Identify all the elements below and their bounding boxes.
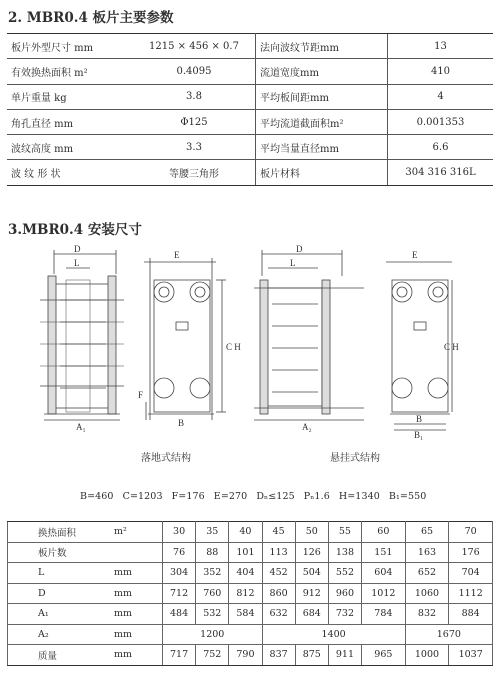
param-value: 13 bbox=[388, 34, 494, 59]
spec-cell: 632 bbox=[262, 604, 295, 625]
installation-diagram bbox=[40, 244, 460, 450]
spec-row bbox=[8, 583, 493, 604]
spec-cell: 1060 bbox=[405, 583, 449, 604]
spec-row bbox=[8, 542, 493, 563]
param-label: 单片重量 kg bbox=[7, 84, 133, 109]
spec-row-label: A₁ bbox=[8, 604, 99, 625]
spec-cell: 712 bbox=[163, 583, 196, 604]
spec-cell: 452 bbox=[262, 563, 295, 584]
spec-row-label: 换热面积 bbox=[8, 522, 99, 543]
install-param: C=1203 bbox=[122, 491, 163, 502]
spec-cell: 732 bbox=[328, 604, 361, 625]
spec-cell: 684 bbox=[295, 604, 328, 625]
dim-E-left: E bbox=[174, 250, 180, 260]
param-label: 有效换热面积 m² bbox=[7, 59, 133, 84]
param-row bbox=[7, 135, 493, 160]
spec-cell: 1112 bbox=[449, 583, 493, 604]
spec-row bbox=[8, 563, 493, 584]
spec-cell: 965 bbox=[362, 645, 406, 666]
dim-CH-left: C H bbox=[226, 342, 241, 352]
spec-cell: 1012 bbox=[362, 583, 406, 604]
spec-cell: 1400 bbox=[262, 624, 405, 645]
spec-cell: 151 bbox=[362, 542, 406, 563]
spec-cell: 65 bbox=[405, 522, 449, 543]
param-label: 法向波纹节距mm bbox=[256, 34, 388, 59]
spec-row-unit: mm bbox=[98, 563, 163, 584]
spec-row bbox=[8, 624, 493, 645]
param-label: 波纹高度 mm bbox=[7, 135, 133, 160]
spec-cell: 352 bbox=[196, 563, 229, 584]
spec-cell: 912 bbox=[295, 583, 328, 604]
spec-cell: 30 bbox=[163, 522, 196, 543]
dim-A2: A₂ bbox=[302, 422, 312, 432]
spec-cell: 875 bbox=[295, 645, 328, 666]
spec-cell: 532 bbox=[196, 604, 229, 625]
spec-row-label: A₂ bbox=[8, 624, 99, 645]
spec-cell: 138 bbox=[328, 542, 361, 563]
spec-cell: 1000 bbox=[405, 645, 449, 666]
param-label: 板片外型尺寸 mm bbox=[7, 34, 133, 59]
spec-row bbox=[8, 604, 493, 625]
install-param: Dₙ≤125 bbox=[256, 491, 295, 502]
param-value: 3.3 bbox=[133, 135, 256, 160]
spec-row-unit: mm bbox=[98, 604, 163, 625]
install-param: B₁=550 bbox=[388, 491, 427, 502]
spec-cell: 40 bbox=[229, 522, 262, 543]
caption-floor-type: 落地式结构 bbox=[141, 453, 191, 464]
spec-cell: 304 bbox=[163, 563, 196, 584]
spec-row-unit: mm bbox=[98, 645, 163, 666]
spec-cell: 101 bbox=[229, 542, 262, 563]
spec-row-label: 质量 bbox=[8, 645, 99, 666]
install-param: Pₙ1.6 bbox=[303, 491, 330, 502]
param-label: 板片材料 bbox=[256, 160, 388, 185]
dim-F: F bbox=[138, 390, 144, 400]
install-param: B=460 bbox=[80, 491, 114, 502]
dim-CH-right: C H bbox=[444, 342, 459, 352]
install-params bbox=[80, 491, 490, 502]
spec-cell: 911 bbox=[328, 645, 361, 666]
spec-cell: 1670 bbox=[405, 624, 492, 645]
dim-B-left: B bbox=[178, 418, 185, 428]
spec-cell: 163 bbox=[405, 542, 449, 563]
dim-B1: B₁ bbox=[414, 430, 424, 440]
spec-cell: 717 bbox=[163, 645, 196, 666]
spec-row-label: 板片数 bbox=[8, 542, 99, 563]
dim-D-left: D bbox=[74, 244, 81, 254]
install-param: H=1340 bbox=[338, 491, 380, 502]
param-value: 6.6 bbox=[388, 135, 494, 160]
section3-title: 3.MBR0.4 安装尺寸 bbox=[8, 222, 142, 238]
spec-cell: 584 bbox=[229, 604, 262, 625]
spec-cell: 176 bbox=[449, 542, 493, 563]
spec-cell: 76 bbox=[163, 542, 196, 563]
param-label: 平均流道截面积m² bbox=[256, 109, 388, 134]
param-row bbox=[7, 84, 493, 109]
spec-cell: 55 bbox=[328, 522, 361, 543]
spec-row-label: D bbox=[8, 583, 99, 604]
spec-cell: 1037 bbox=[449, 645, 493, 666]
param-value: 4 bbox=[388, 84, 494, 109]
caption-hanging-type: 悬挂式结构 bbox=[330, 453, 380, 464]
spec-cell: 812 bbox=[229, 583, 262, 604]
dim-L-right: L bbox=[290, 258, 296, 268]
spec-cell: 504 bbox=[295, 563, 328, 584]
spec-row-unit: mm bbox=[98, 583, 163, 604]
spec-cell: 1200 bbox=[163, 624, 263, 645]
spec-cell: 832 bbox=[405, 604, 449, 625]
param-label: 流道宽度mm bbox=[256, 59, 388, 84]
spec-cell: 88 bbox=[196, 542, 229, 563]
spec-cell: 113 bbox=[262, 542, 295, 563]
spec-cell: 126 bbox=[295, 542, 328, 563]
spec-cell: 837 bbox=[262, 645, 295, 666]
spec-cell: 60 bbox=[362, 522, 406, 543]
dim-L-left: L bbox=[74, 258, 80, 268]
param-row bbox=[7, 34, 493, 59]
param-value: 0.001353 bbox=[388, 109, 494, 134]
spec-cell: 760 bbox=[196, 583, 229, 604]
param-label: 波 纹 形 状 bbox=[7, 160, 133, 185]
spec-cell: 70 bbox=[449, 522, 493, 543]
dim-B-right: B bbox=[416, 414, 423, 424]
spec-row-unit bbox=[98, 542, 163, 563]
model-spec-table bbox=[7, 521, 493, 666]
param-row bbox=[7, 59, 493, 84]
spec-cell: 790 bbox=[229, 645, 262, 666]
spec-cell: 404 bbox=[229, 563, 262, 584]
dim-E-right: E bbox=[412, 250, 418, 260]
spec-cell: 484 bbox=[163, 604, 196, 625]
param-value: 304 316 316L bbox=[388, 160, 494, 185]
spec-cell: 652 bbox=[405, 563, 449, 584]
param-label: 平均当量直径mm bbox=[256, 135, 388, 160]
section2-title: 2. MBR0.4 板片主要参数 bbox=[8, 10, 174, 26]
spec-cell: 784 bbox=[362, 604, 406, 625]
param-row bbox=[7, 160, 493, 185]
spec-cell: 50 bbox=[295, 522, 328, 543]
spec-cell: 884 bbox=[449, 604, 493, 625]
param-row bbox=[7, 109, 493, 134]
param-value: Φ125 bbox=[133, 109, 256, 134]
spec-row-unit: m² bbox=[98, 522, 163, 543]
param-value: 等腰三角形 bbox=[133, 160, 256, 185]
spec-cell: 704 bbox=[449, 563, 493, 584]
spec-row bbox=[8, 522, 493, 543]
spec-row bbox=[8, 645, 493, 666]
spec-cell: 604 bbox=[362, 563, 406, 584]
install-param: F=176 bbox=[171, 491, 205, 502]
spec-row-unit: mm bbox=[98, 624, 163, 645]
param-value: 3.8 bbox=[133, 84, 256, 109]
spec-cell: 752 bbox=[196, 645, 229, 666]
param-label: 角孔直径 mm bbox=[7, 109, 133, 134]
param-value: 1215 × 456 × 0.7 bbox=[133, 34, 256, 59]
spec-cell: 35 bbox=[196, 522, 229, 543]
plate-params-table bbox=[7, 33, 493, 186]
install-param: E=270 bbox=[213, 491, 248, 502]
param-value: 0.4095 bbox=[133, 59, 256, 84]
spec-cell: 860 bbox=[262, 583, 295, 604]
spec-row-label: L bbox=[8, 563, 99, 584]
spec-cell: 960 bbox=[328, 583, 361, 604]
dim-A1: A₁ bbox=[76, 422, 86, 432]
param-label: 平均板间距mm bbox=[256, 84, 388, 109]
spec-cell: 552 bbox=[328, 563, 361, 584]
spec-cell: 45 bbox=[262, 522, 295, 543]
param-value: 410 bbox=[388, 59, 494, 84]
dim-D-right: D bbox=[296, 244, 303, 254]
